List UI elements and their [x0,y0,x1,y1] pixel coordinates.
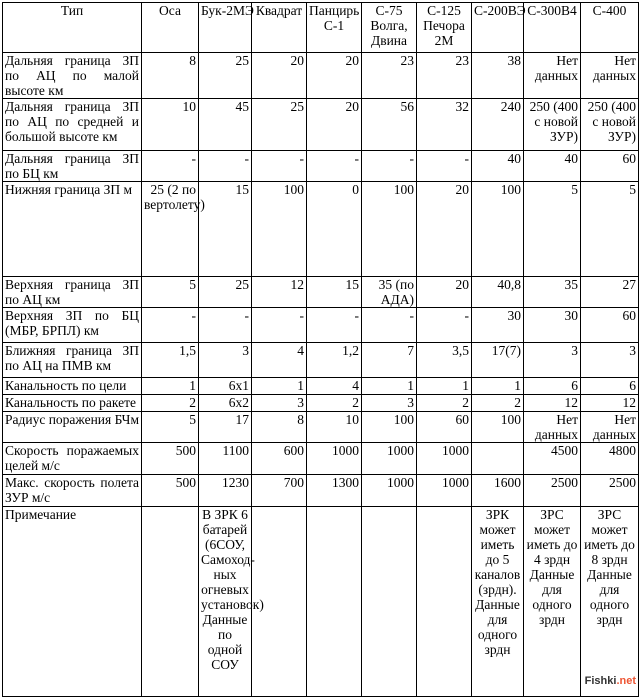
value-cell: 1 [362,378,417,395]
value-cell: 100 [362,182,417,277]
value-cell: 30 [524,308,581,343]
value-cell: 5 [142,277,199,308]
value-cell: 17 [199,412,252,443]
header-cell: Тип [3,3,142,53]
value-cell: - [307,151,362,182]
parameter-label: Скорость поражаемых целей м/с [3,443,142,475]
value-cell: 12 [581,395,639,412]
value-cell: 2 [307,395,362,412]
table-row [3,53,639,99]
note-cell: ЗРС может иметь до 4 зрдн Данные для одного зрдн [524,507,581,697]
table-row [3,182,639,277]
value-cell: 1 [417,378,472,395]
value-cell: 20 [417,277,472,308]
value-cell: 27 [581,277,639,308]
value-cell: 1,2 [307,343,362,378]
parameter-label: Верхняя ЗП по БЦ (МБР, БРПЛ) км [3,308,142,343]
table-row [3,343,639,378]
header-cell: С-400 [581,3,639,53]
value-cell: 2500 [581,475,639,507]
value-cell: 3 [524,343,581,378]
value-cell: - [417,151,472,182]
header-cell: С-75 Волга, Двина [362,3,417,53]
value-cell: - [142,308,199,343]
value-cell: Нет данных [581,53,639,99]
value-cell: 1,5 [142,343,199,378]
header-cell: Панцирь С-1 [307,3,362,53]
value-cell: 1300 [307,475,362,507]
parameter-label: Макс. скорость полета ЗУР м/с [3,475,142,507]
value-cell: 5 [524,182,581,277]
value-cell: 1600 [472,475,524,507]
value-cell: - [199,151,252,182]
table-row [3,507,639,697]
value-cell: - [417,308,472,343]
comparison-table [2,2,639,697]
value-cell: 45 [199,99,252,151]
value-cell: Нет данных [581,412,639,443]
value-cell: 15 [199,182,252,277]
value-cell: Нет данных [524,53,581,99]
value-cell: 20 [307,99,362,151]
header-cell: Оса [142,3,199,53]
value-cell: 5 [581,182,639,277]
table-row [3,99,639,151]
value-cell: 38 [472,53,524,99]
table-body [3,53,639,697]
value-cell: 2 [472,395,524,412]
value-cell: 35 [524,277,581,308]
table-row [3,378,639,395]
value-cell: 500 [142,443,199,475]
value-cell: 1100 [199,443,252,475]
value-cell: 1000 [362,443,417,475]
value-cell: 5 [142,412,199,443]
value-cell: 6 [524,378,581,395]
value-cell: 20 [307,53,362,99]
value-cell: 60 [417,412,472,443]
parameter-label: Канальность по цели [3,378,142,395]
value-cell: 23 [417,53,472,99]
value-cell: 4500 [524,443,581,475]
value-cell: 1000 [417,443,472,475]
parameter-label: Дальняя граница ЗП по АЦ по малой высоте км [3,53,142,99]
value-cell: 1 [142,378,199,395]
value-cell: 60 [581,308,639,343]
note-cell [142,507,199,697]
value-cell: 250 (400 с новой ЗУР) [524,99,581,151]
value-cell: 3,5 [417,343,472,378]
parameter-label: Нижняя граница ЗП м [3,182,142,277]
value-cell: 23 [362,53,417,99]
note-cell: ЗРК может иметь до 5 каналов (зрдн). Данные для одного зрдн [472,507,524,697]
value-cell: 2500 [524,475,581,507]
value-cell: 250 (400 с новой ЗУР) [581,99,639,151]
value-cell: 20 [417,182,472,277]
value-cell: 100 [472,182,524,277]
value-cell: 100 [362,412,417,443]
value-cell: 1230 [199,475,252,507]
value-cell: - [252,308,307,343]
table-row [3,412,639,443]
value-cell: 2 [142,395,199,412]
header-row [3,3,639,53]
header-cell: С-300В4 [524,3,581,53]
value-cell: 3 [252,395,307,412]
value-cell: 25 [252,99,307,151]
watermark: Fishki.net [584,675,636,687]
value-cell: 4 [307,378,362,395]
value-cell: 1 [472,378,524,395]
parameter-label: Ближняя граница ЗП по АЦ на ПМВ км [3,343,142,378]
note-cell: ЗРС может иметь до 8 зрдн Данные для одного зрдн [581,507,639,697]
value-cell: 600 [252,443,307,475]
parameter-label: Радиус поражения БЧм [3,412,142,443]
value-cell: 700 [252,475,307,507]
value-cell: 100 [472,412,524,443]
value-cell: 8 [142,53,199,99]
value-cell: 1000 [417,475,472,507]
value-cell: - [252,151,307,182]
parameter-label: Дальняя граница ЗП по АЦ по средней и большой высоте км [3,99,142,151]
value-cell: 40,8 [472,277,524,308]
value-cell: 7 [362,343,417,378]
note-cell [362,507,417,697]
value-cell: 6х1 [199,378,252,395]
parameter-label: Примечание [3,507,142,697]
table-row [3,308,639,343]
value-cell: 2 [417,395,472,412]
value-cell: 10 [307,412,362,443]
value-cell: 30 [472,308,524,343]
value-cell: 32 [417,99,472,151]
value-cell: 35 (по АДА) [362,277,417,308]
value-cell: Нет данных [524,412,581,443]
value-cell: 40 [524,151,581,182]
value-cell: - [362,308,417,343]
value-cell: 25 (2 по вертолету) [142,182,199,277]
header-cell: С-200ВЭ [472,3,524,53]
value-cell: 1000 [307,443,362,475]
value-cell: - [362,151,417,182]
table-row [3,277,639,308]
value-cell: 25 [199,277,252,308]
value-cell: - [307,308,362,343]
table-row [3,475,639,507]
value-cell: 1000 [362,475,417,507]
value-cell: 100 [252,182,307,277]
value-cell: 6 [581,378,639,395]
parameter-label: Дальняя граница ЗП по БЦ км [3,151,142,182]
value-cell: 6х2 [199,395,252,412]
header-cell: Квадрат [252,3,307,53]
table-row [3,151,639,182]
value-cell: 1 [252,378,307,395]
header-cell: С-125 Печора 2М [417,3,472,53]
note-cell [307,507,362,697]
note-cell [417,507,472,697]
value-cell: 3 [362,395,417,412]
parameter-label: Верхняя граница ЗП по АЦ км [3,277,142,308]
table-row [3,395,639,412]
parameter-label: Канальность по ракете [3,395,142,412]
value-cell: 10 [142,99,199,151]
value-cell: - [142,151,199,182]
value-cell: 56 [362,99,417,151]
value-cell: 20 [252,53,307,99]
table-row [3,443,639,475]
value-cell: 4800 [581,443,639,475]
value-cell: 12 [252,277,307,308]
value-cell: 4 [252,343,307,378]
value-cell: 60 [581,151,639,182]
note-cell: В ЗРК 6 батарей (6СОУ, Самоход-ных огневых установок) Данные по одной СОУ [199,507,252,697]
value-cell: 15 [307,277,362,308]
header-cell: Бук-2МЭ [199,3,252,53]
value-cell: 12 [524,395,581,412]
value-cell: 40 [472,151,524,182]
value-cell: - [199,308,252,343]
value-cell: 240 [472,99,524,151]
value-cell: 25 [199,53,252,99]
value-cell: 3 [581,343,639,378]
value-cell: 17(7) [472,343,524,378]
value-cell: 500 [142,475,199,507]
value-cell [472,443,524,475]
value-cell: 8 [252,412,307,443]
value-cell: 3 [199,343,252,378]
value-cell: 0 [307,182,362,277]
